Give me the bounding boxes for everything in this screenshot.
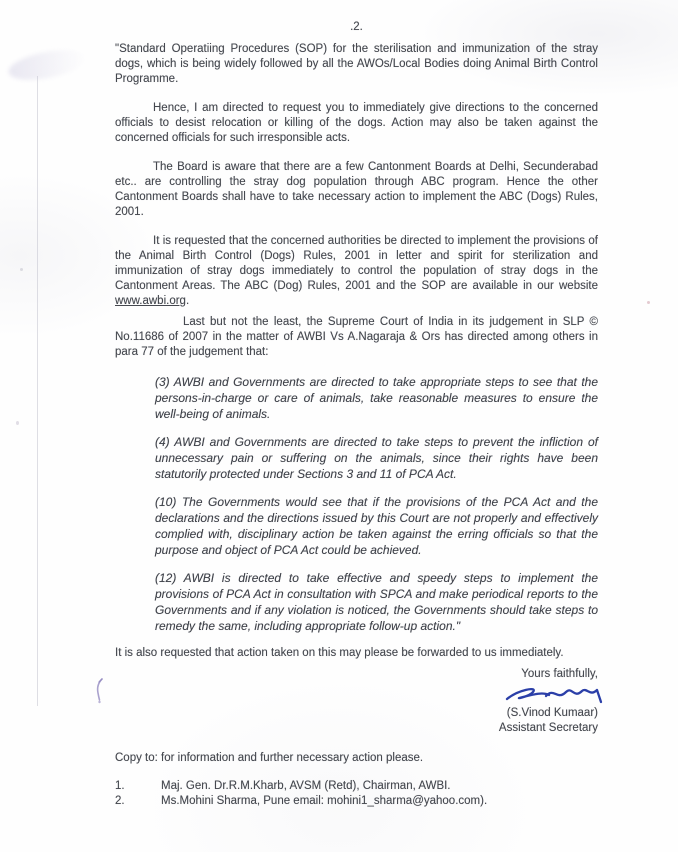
paragraph-abc-rules-text: It is requested that the concerned authorities be directed to implement the provisions of the Animal Birth Control (Dogs) Rules, 2001 in letter and spirit for sterilization and immunization of stray dogs immediately to control the population of stray dogs in the Cantonment Areas. The ABC (Dog) Rules, 2001 and the SOP are available in our website [115,235,598,292]
scan-speck [20,268,23,271]
copy-to-block [115,751,598,809]
awbi-website-link[interactable]: www.awbi.org [115,295,186,307]
signoff-block [115,667,598,736]
copy-item-text: Ms.Mohini Sharma, Pune email: mohini1_sharma@yahoo.com). [161,795,488,807]
copy-item-text: Maj. Gen. Dr.R.M.Kharb, AVSM (Retd), Chairman, AWBI. [161,780,451,792]
scan-speck [647,301,650,304]
paragraph-request-directions: Hence, I am directed to request you to immediately give directions to the concerned officials to desist relocation or killing of the dogs. Action may also be taken against the concerned officials for such irresponsible acts. [115,102,598,144]
scan-edge-line-artifact [37,76,38,706]
page-number: .2. [350,21,363,33]
scan-shadow-artifact [6,45,88,85]
pen-mark-icon [93,676,107,706]
copy-item-number: 2. [115,795,125,807]
closing-request-line: It is also requested that action taken on this may please be forwarded to us immediately. [115,647,564,659]
paragraph-cantonment-boards: The Board is aware that there are a few Cantonment Boards at Delhi, Secunderabad etc.. are controlling the stray dog population through ABC program. Hence the other Cantonment Boards shall have to take necessary action to implement the ABC (Dogs) Rules, 2001. [115,161,598,218]
signatory-title: Assistant Secretary [498,722,598,734]
paragraph-abc-rules-period: . [185,295,190,307]
scan-speck [16,421,19,425]
judgement-quote-3: (3) AWBI and Governments are directed to take appropriate steps to see that the persons-in-charge or care of animals, take reasonable measures to ensure the well-being of animals. [155,375,598,421]
copy-to-heading: Copy to: for information and further necessary action please. [115,752,424,764]
paragraph-sop: "Standard Operatiing Procedures (SOP) for the sterilisation and immunization of the stray dogs, which is being widely followed by all the AWOs/Local Bodies doing Animal Birth Control Programme. [115,43,598,85]
copy-item-number: 1. [115,780,125,792]
judgement-quote-4: (4) AWBI and Governments are directed to take steps to prevent the infliction of unnecessary pain or suffering on the animals, since their rights have been statutorily protected under Sections 3 and 11 of PCA Act. [155,435,598,481]
valediction: Yours faithfully, [521,668,598,680]
copy-item [115,794,598,809]
paragraph-supreme-court: Last but not the least, the Supreme Court of India in its judgement in SLP © No.11686 of 2007 in the matter of AWBI Vs A.Nagaraja & Ors has directed among others in para 77 of the judgement that: [115,316,598,358]
judgement-quote-10: (10) The Governments would see that if the provisions of the PCA Act and the declarations and the directions issued by this Court are not properly and effectively complied with, disciplinary action be taken against the erring officials so that the purpose and object of PCA Act could be achieved. [155,495,598,557]
letter-body [115,20,598,809]
paragraph-abc-rules [115,234,598,309]
copy-item [115,779,598,794]
judgement-quote-12: (12) AWBI is directed to take effective and speedy steps to implement the provisions of PCA Act in consultation with SPCA and make periodical reports to the Governments and if any violation is noticed, the Governments should take steps to remedy the same, including appropriate follow-up action." [155,571,598,633]
signatory-name: (S.Vinod Kumaar) [506,707,598,719]
